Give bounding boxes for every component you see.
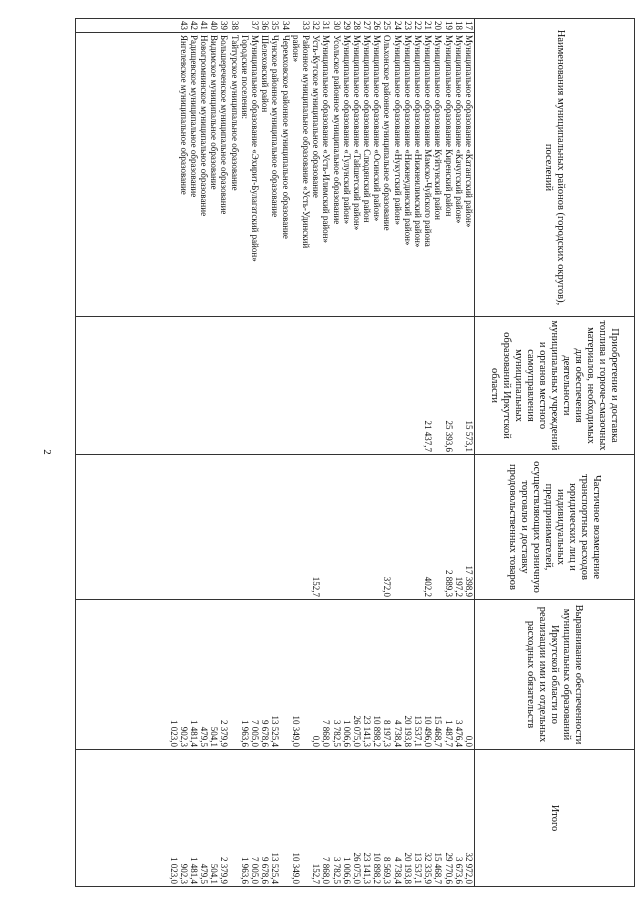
row-number: 36 [260,21,271,30]
row-number: 28 [351,21,362,30]
fuel-value [280,317,290,454]
row-number: 22 [413,21,424,30]
row-number: 30 [331,21,342,30]
total-value: 2 379,9 [219,857,230,884]
total-value: 7 005,0 [250,857,261,884]
total-value: 1 481,4 [188,857,199,884]
total-value: 13 525,4 [270,852,281,884]
transport-value [230,455,240,599]
equalization-value: 1 481,4 [188,720,199,747]
row-number [168,19,178,32]
row-number: 27 [362,21,373,30]
fuel-value [168,317,178,454]
total-value: 15 468,7 [433,852,444,884]
fuel-value [209,317,219,454]
transport-value [250,455,260,599]
fuel-value [270,317,280,454]
row-name: Чунское районное муниципальное образование [270,35,281,218]
total-value: 1 023,0 [168,857,179,884]
total-value: 10 898,2 [372,852,383,884]
total-value: 479,5 [199,863,210,884]
equalization-value: 479,5 [199,726,210,747]
fuel-value [240,317,250,454]
row-number [240,19,250,32]
header-total: Итого [475,750,635,887]
page-number: 2 [41,449,53,455]
table-body-row [76,19,475,887]
row-number: 20 [433,21,444,30]
transport-value [342,455,352,599]
equalization-value: 7 868,0 [321,720,332,747]
fuel-value [260,317,270,454]
transport-value: 372,0 [382,576,393,597]
row-name: Муниципальное образование Мамско-Чуйского района [423,35,434,247]
row-name: Муниципальное образование «Нижнеилимский район» [413,35,424,248]
transport-value [331,455,341,599]
total-value: 32 972,0 [464,852,474,884]
fuel-value [413,317,423,454]
equalization-value: 13 537,1 [413,715,424,747]
transport-value [168,455,178,599]
transport-value: 402,2 [423,576,434,597]
fuel-value [311,317,321,454]
row-number: 17 [464,21,474,30]
row-name: Муниципальное образование «Тайшетский район» [351,35,362,231]
row-number: 40 [209,21,220,30]
transport-value [189,455,199,599]
row-name: Усольское районное муниципальное образование [331,35,342,225]
row-name: район» [290,35,301,63]
total-value: 29 770,6 [443,852,454,884]
transport-value [301,455,311,599]
total-value: 8 569,3 [382,857,393,884]
row-number: 33 [301,21,311,30]
transport-column [76,455,475,600]
row-number: 26 [372,21,383,30]
row-name: Муниципальное образование Куйтунский район [433,35,444,220]
fuel-value [291,317,301,454]
fuel-value [199,317,209,454]
row-number: 41 [199,21,210,30]
equalization-value [230,600,240,749]
row-name: Районное муниципальное образование «Усть-Удинский [301,35,311,249]
fuel-value: 25 393,6 [443,420,454,452]
row-name: Муниципальное образование Киренский район [443,35,454,217]
equalization-value [280,600,290,749]
equalization-value: 3 476,4 [453,720,464,747]
fuel-value [382,317,392,454]
equalization-value: 1 023,0 [168,720,179,747]
fuel-value: 15 573,1 [464,420,474,452]
transport-value [362,455,372,599]
transport-value [372,455,382,599]
row-number: 38 [229,21,240,30]
table-header-row [475,19,635,887]
row-name: Городские поселения: [239,35,250,120]
fuel-value [352,317,362,454]
transport-value [270,455,280,599]
transport-value: 197,2 [453,576,464,597]
total-value: 20 193,8 [402,852,413,884]
transport-value [403,455,413,599]
fuel-value [331,317,341,454]
row-name: Ольхонское районное муниципальное образование [382,35,393,231]
row-name: Тайтурское муниципальное образование [229,35,240,191]
row-name: Видимское муниципальное образование [209,35,220,190]
row-name: Черемховское районное муниципальное образование [280,35,291,239]
row-name: Муниципальное образование «Качугский район» [453,35,464,224]
row-name: Янгелевское муниципальное образование [178,35,189,195]
total-value: 902,3 [178,863,189,884]
fuel-value [230,317,240,454]
row-number: 19 [443,21,454,30]
row-name: Муниципальное образование «Эхирит-Булагатский район» [250,35,261,262]
row-number: 37 [250,21,261,30]
total-value: 23 141,3 [362,852,373,884]
row-name: Муниципальное образование «Нижнеудинский район» [402,35,413,246]
row-name: Радищевское муниципальное образование [188,35,199,198]
total-value: 13 537,1 [413,852,424,884]
header-transport: Частичное возмещение транспортных расходов юридических лиц и индивидуальных предпринимателей, осуществляющих розничную торговлю и доставку продовольственных товаров [475,455,635,600]
header-equalization: Выравнивание обеспеченности муниципальных образований Иркутской области по реализации ими их отдельных расходных обязательств [475,600,635,750]
fuel-value [433,317,443,454]
fuel-value [454,317,464,454]
fuel-value [393,317,403,454]
equalization-value: 504,1 [209,726,220,747]
transport-value [240,455,250,599]
total-value: 4 738,4 [392,857,403,884]
transport-value [433,455,443,599]
transport-value: 2 889,3 [443,570,454,597]
fuel-value [250,317,260,454]
equalization-value: 9 678,6 [260,720,271,747]
equalization-value: 902,3 [178,726,189,747]
fuel-value [301,317,311,454]
row-number: 32 [311,21,322,30]
header-fuel: Приобретение и доставка топлива и горюче-смазочных материалов, необходимых для обеспечения деятельности муниципальных учреждений и органов местного самоуправления муниципальных образований Иркутской области [475,317,635,455]
equalization-value: 0,0 [311,735,322,747]
transport-value [280,455,290,599]
row-number: 39 [219,21,230,30]
transport-value [199,455,209,599]
equalization-value: 1 006,6 [341,720,352,747]
row-number: 43 [178,21,189,30]
total-column [76,750,475,887]
row-number [291,19,301,32]
subsidy-table [75,18,635,887]
total-value: 1 963,6 [239,857,250,884]
total-value: 9 678,6 [260,857,271,884]
total-value [301,750,311,886]
row-name: Шелеховский район [260,35,271,113]
row-number-column [76,19,475,33]
row-number: 18 [453,21,464,30]
row-number: 42 [188,21,199,30]
rotated-table-container [75,18,635,886]
row-number: 35 [270,21,281,30]
total-value: 3 673,6 [453,857,464,884]
equalization-value: 15 468,7 [433,715,444,747]
equalization-value: 7 005,0 [250,720,261,747]
fuel-column [76,317,475,455]
equalization-value: 8 197,3 [382,720,393,747]
row-number: 34 [280,21,291,30]
fuel-value [321,317,331,454]
row-number: 24 [392,21,403,30]
fuel-value: 21 437,7 [423,420,434,452]
total-value: 1 006,6 [341,857,352,884]
row-name: Муниципальное образование «Тулунский район» [341,35,352,225]
row-name: Муниципальное образование «Нукутский район» [392,35,403,225]
equalization-value: 26 075,0 [351,715,362,747]
total-value: 3 782,5 [331,857,342,884]
row-number: 29 [341,21,352,30]
row-number: 21 [423,21,434,30]
equalization-value: 13 525,4 [270,715,281,747]
header-name: Наименования муниципальных районов (городских округов), поселений [475,19,635,317]
fuel-value [362,317,372,454]
total-value: 26 075,0 [351,852,362,884]
equalization-value: 0,0 [464,735,474,747]
row-number: 25 [382,21,393,30]
total-value: 7 868,0 [321,857,332,884]
equalization-column [76,600,475,750]
row-name: Новогромнинское муниципальное образование [199,35,210,217]
row-name: Усть-Кутское муниципальное образование [311,35,322,198]
transport-value [260,455,270,599]
equalization-value: 10 496,0 [423,715,434,747]
total-value: 32 335,9 [423,852,434,884]
equalization-value: 1 963,6 [239,720,250,747]
row-number: 23 [402,21,413,30]
equalization-value: 4 738,4 [392,720,403,747]
fuel-value [372,317,382,454]
fuel-value [179,317,189,454]
row-name-column [76,33,475,317]
transport-value [219,455,229,599]
fuel-value [189,317,199,454]
row-number: 31 [321,21,332,30]
total-value: 152,7 [311,863,322,884]
row-name: Муниципальное образование «Усть-Илимский район» [321,35,332,243]
total-value: 504,1 [209,863,220,884]
equalization-value: 3 782,5 [331,720,342,747]
row-name: Муниципальное образование «Катангский район» [464,35,474,228]
equalization-value: 20 193,8 [402,715,413,747]
row-name: Муниципальное образование Слюдянский район [362,35,373,223]
transport-value [209,455,219,599]
row-name [168,33,178,316]
transport-value: 17 398,9 [464,565,474,597]
fuel-value [342,317,352,454]
row-name: Муниципальное образование «Осинский район» [372,35,383,222]
total-value: 10 349,0 [290,852,301,884]
equalization-value: 10 898,2 [372,715,383,747]
transport-value [413,455,423,599]
equalization-value: 2 379,9 [219,720,230,747]
equalization-value [301,600,311,749]
transport-value [393,455,403,599]
equalization-value: 23 141,3 [362,715,373,747]
transport-value [321,455,331,599]
transport-value [291,455,301,599]
total-value [280,750,290,886]
equalization-value: 10 349,0 [290,715,301,747]
fuel-value [219,317,229,454]
fuel-value [403,317,413,454]
equalization-value: 1 487,7 [443,720,454,747]
transport-value [179,455,189,599]
row-name: Большереченское муниципальное образование [219,35,230,215]
transport-value: 152,7 [311,576,322,597]
transport-value [352,455,362,599]
total-value [230,750,240,886]
